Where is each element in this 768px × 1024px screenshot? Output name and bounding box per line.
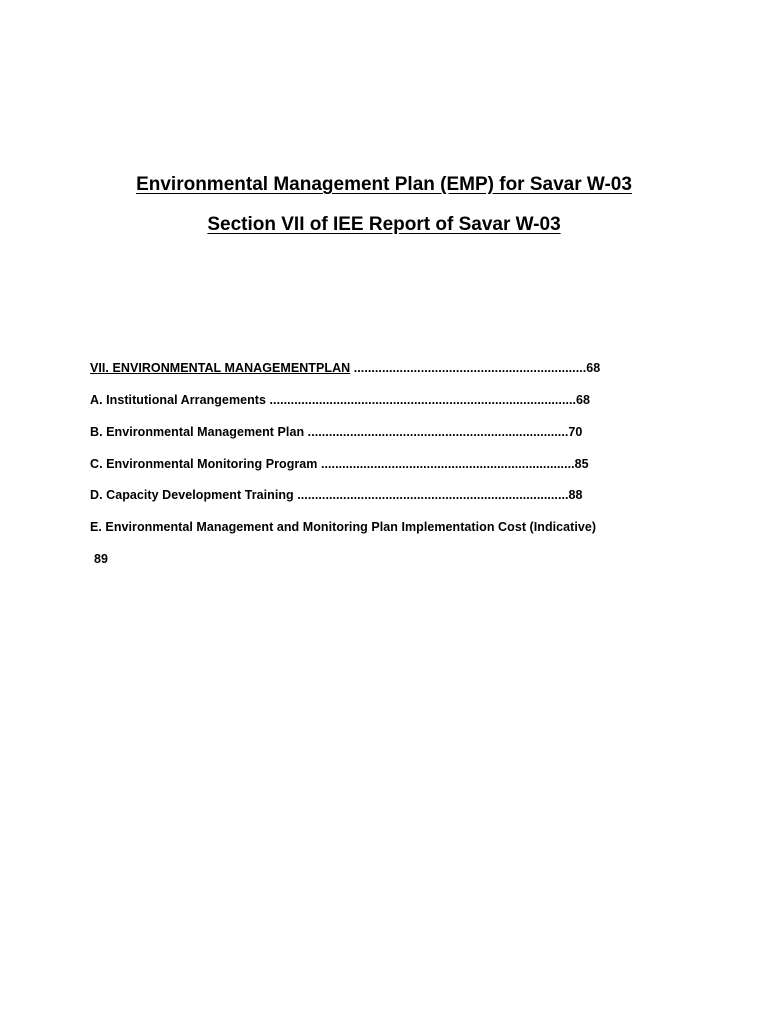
toc-entry-environmental-management-plan — [90, 425, 582, 439]
toc-entry-section-vii[interactable] — [90, 361, 600, 375]
toc-leader-dots: ....................................................................................... — [266, 393, 577, 407]
toc-entry-label: C. Environmental Monitoring Program — [90, 457, 318, 471]
toc-entry-label: E. Environmental Management and Monitoring Plan Implementation Cost (Indicative) — [90, 520, 597, 534]
toc-entry-label: A. Institutional Arrangements — [90, 393, 267, 407]
toc-entry-institutional-arrangements — [90, 393, 590, 407]
toc-leader-dots: ........................................................................ — [317, 457, 575, 471]
toc-entry-implementation-cost — [90, 520, 596, 534]
toc-leader-dots: .......................................................................... — [304, 425, 569, 439]
toc-page-number: 85 — [574, 457, 589, 471]
toc-page-number: 88 — [568, 488, 583, 502]
document-title: Environmental Management Plan (EMP) for Savar W-03 — [136, 174, 632, 195]
toc-entry-label: B. Environmental Management Plan — [90, 425, 305, 439]
toc-entry-label: D. Capacity Development Training — [90, 488, 294, 502]
toc-leader-dots: .................................................................. — [350, 361, 587, 375]
toc-leader-dots: ............................................................................. — [293, 488, 569, 502]
toc-entry-capacity-development-training — [90, 488, 583, 502]
toc-page-number: 68 — [586, 361, 601, 375]
toc-page-number: 70 — [568, 425, 583, 439]
toc-entry-environmental-monitoring-program — [90, 457, 589, 471]
toc-page-number: 68 — [576, 393, 591, 407]
toc-page-number: 89 — [94, 552, 109, 566]
document-subtitle: Section VII of IEE Report of Savar W-03 — [207, 214, 561, 235]
toc-entry-label[interactable]: VII. ENVIRONMENTAL MANAGEMENTPLAN — [90, 361, 351, 375]
